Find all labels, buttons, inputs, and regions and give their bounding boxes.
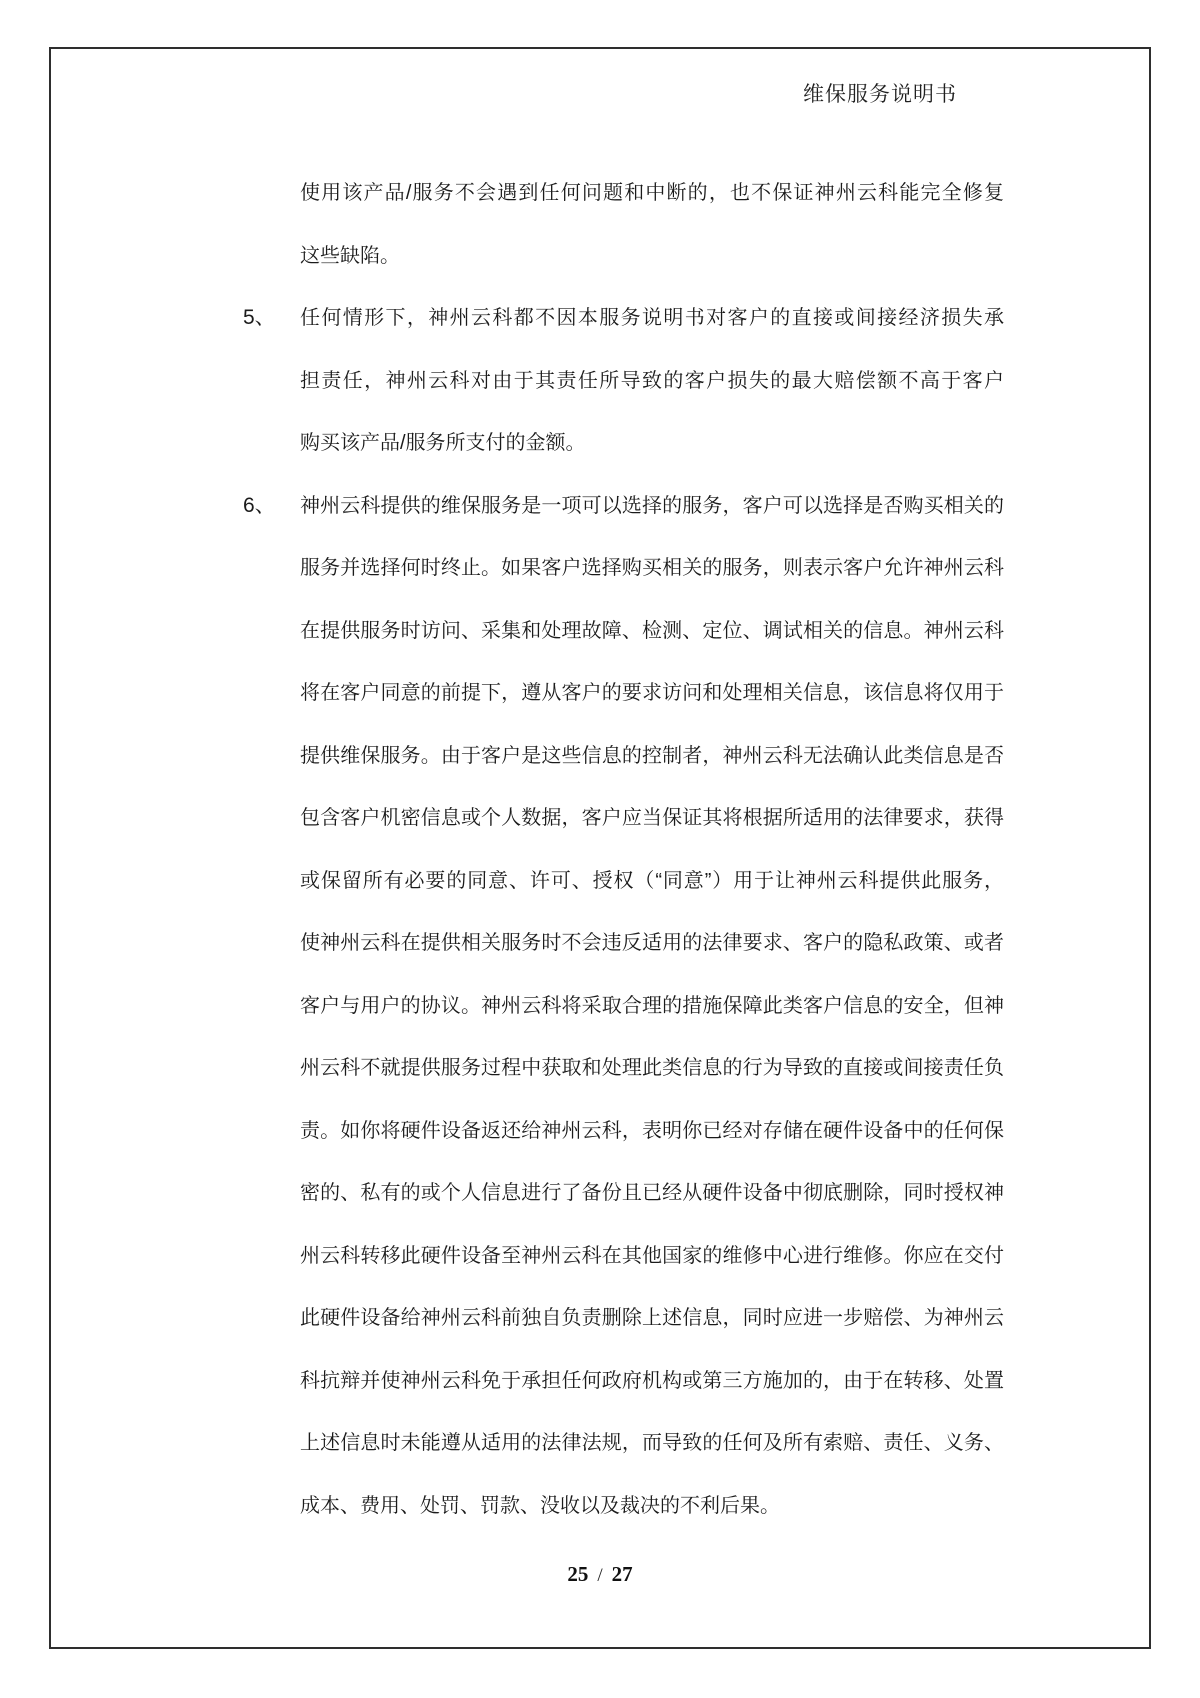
page-footer [0,1562,1200,1587]
text-line: 客户与用户的协议。神州云科将采取合理的措施保障此类客户信息的安全，但神 [300,994,1004,1017]
text-line: 密的、私有的或个人信息进行了备份且已经从硬件设备中彻底删除，同时授权神 [300,1182,1004,1204]
header-title: 维保服务说明书 [803,82,957,106]
text-line: 使神州云科在提供相关服务时不会违反适用的法律要求、客户的隐私政策、或者 [300,932,1004,954]
text-line: 责。如你将硬件设备返还给神州云科，表明你已经对存储在硬件设备中的任何保 [300,1119,1004,1142]
list-item-6 [243,475,1004,1538]
text-line: 神州云科提供的维保服务是一项可以选择的服务，客户可以选择是否购买相关的 [300,494,1004,517]
text-line: 或保留所有必要的同意、许可、授权（“同意”）用于让神州云科提供此服务， [300,869,1004,892]
text-line: 此硬件设备给神州云科前独自负责删除上述信息，同时应进一步赔偿、为神州云 [300,1307,1004,1329]
document-body [243,162,1004,1537]
text-line: 州云科转移此硬件设备至神州云科在其他国家的维修中心进行维修。你应在交付 [300,1244,1004,1267]
footer-current-page: 25 [567,1562,589,1586]
text-line: 上述信息时未能遵从适用的法律法规，而导致的任何及所有索赔、责任、义务、 [300,1432,1004,1454]
text-line: 在提供服务时访问、采集和处理故障、检测、定位、调试相关的信息。神州云科 [300,619,1004,642]
text-line: 购买该产品/服务所支付的金额。 [300,432,586,454]
list-number: 5、 [243,306,276,329]
paragraph-continuation [300,162,1004,287]
text-line: 将在客户同意的前提下，遵从客户的要求访问和处理相关信息，该信息将仅用于 [300,682,1004,704]
footer-total-pages: 27 [611,1562,633,1586]
footer-separator: / [597,1565,603,1586]
text-line: 科抗辩并使神州云科免于承担任何政府机构或第三方施加的，由于在转移、处置 [300,1369,1004,1392]
text-line: 使用该产品/服务不会遇到任何问题和中断的，也不保证神州云科能完全修复 [300,182,1004,204]
list-item-5 [243,287,1004,475]
text-line: 担责任，神州云科对由于其责任所导致的客户损失的最大赔偿额不高于客户 [300,369,1004,392]
text-line: 州云科不就提供服务过程中获取和处理此类信息的行为导致的直接或间接责任负 [300,1057,1004,1079]
text-line: 任何情形下，神州云科都不因本服务说明书对客户的直接或间接经济损失承 [300,307,1004,329]
list-number: 6、 [243,493,276,517]
text-line: 提供维保服务。由于客户是这些信息的控制者，神州云科无法确认此类信息是否 [300,744,1004,767]
text-line: 成本、费用、处罚、罚款、没收以及裁决的不利后果。 [300,1494,780,1517]
text-line: 包含客户机密信息或个人数据，客户应当保证其将根据所适用的法律要求，获得 [300,807,1004,829]
text-line: 这些缺陷。 [300,244,400,267]
text-line: 服务并选择何时终止。如果客户选择购买相关的服务，则表示客户允许神州云科 [300,557,1004,579]
